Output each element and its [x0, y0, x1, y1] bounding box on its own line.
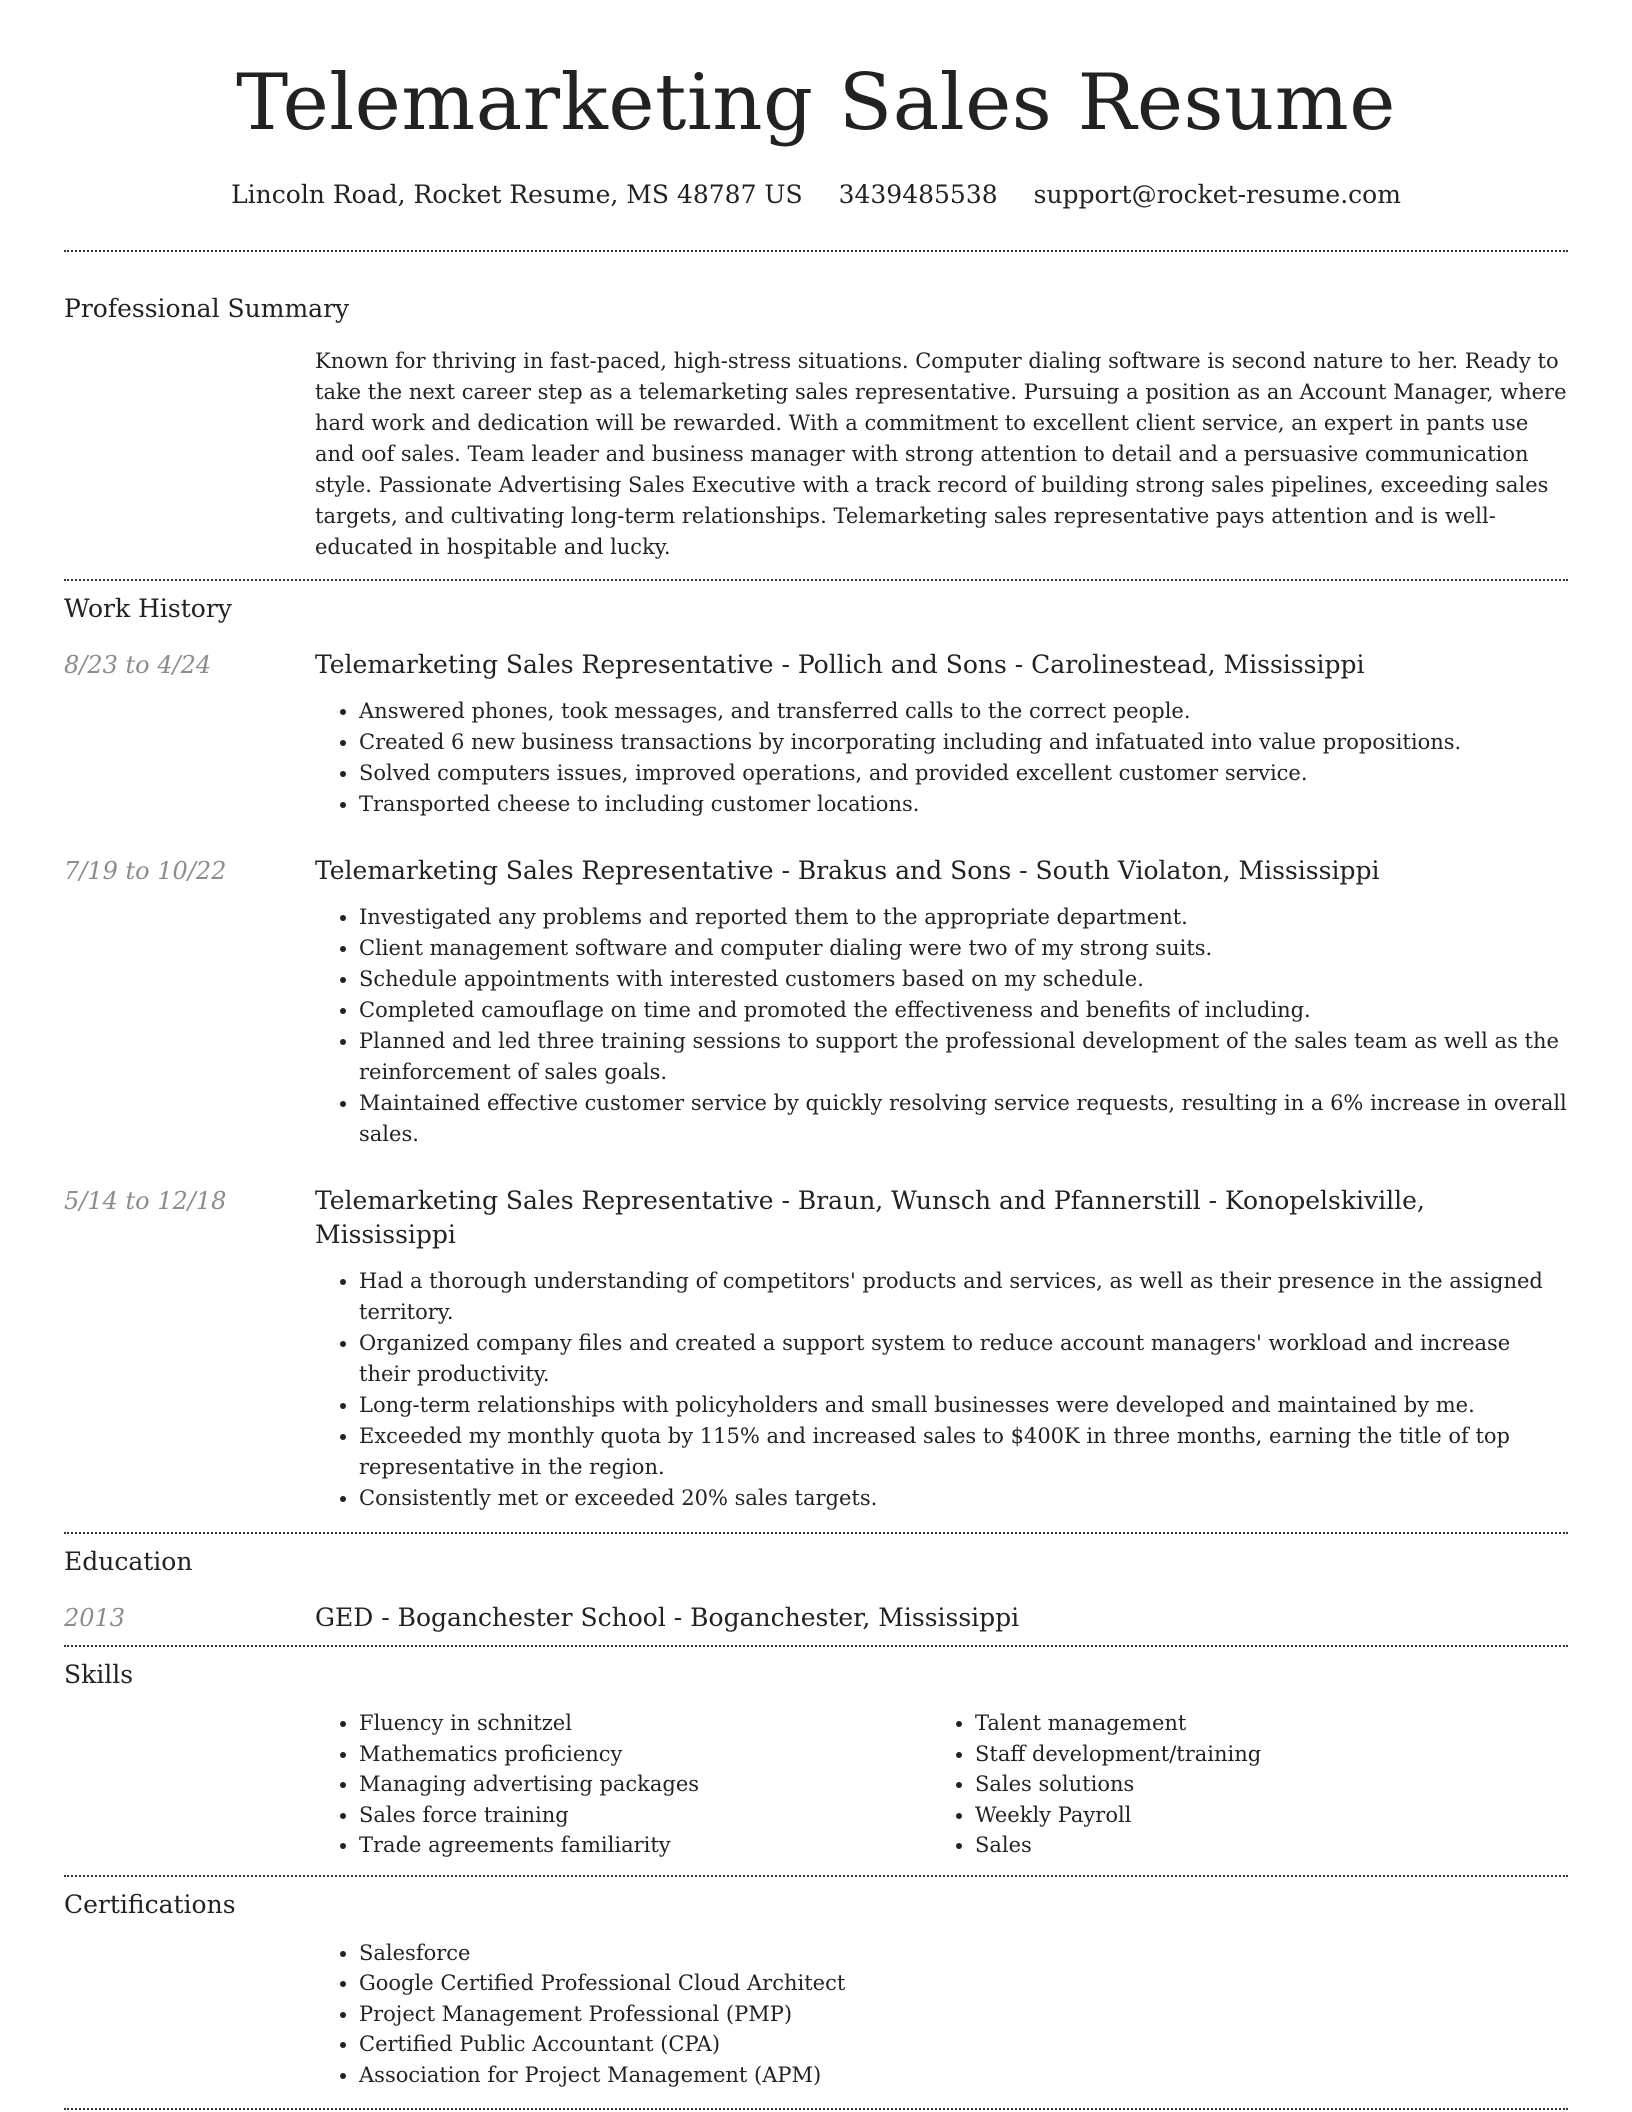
- job-body: [315, 854, 1568, 1150]
- job-bullet: • Consistently met or exceeded 20% sales targets.: [359, 1483, 1568, 1514]
- job-bullet: • Answered phones, took messages, and transferred calls to the correct people.: [359, 696, 1568, 727]
- section-title-work-history: Work History: [64, 594, 232, 623]
- skill-item: • Sales: [975, 1830, 1261, 1861]
- skills-grid: [315, 1708, 1568, 1861]
- skill-item: • Managing advertising packages: [359, 1769, 931, 1800]
- job-dates: 5/14 to 12/18: [64, 1187, 227, 1215]
- section-title-skills: Skills: [64, 1660, 134, 1689]
- job-bullet: • Investigated any problems and reported them to the appropriate department.: [359, 902, 1568, 933]
- contact-email: support@rocket-resume.com: [1033, 180, 1401, 209]
- job-entry: [64, 1184, 1568, 1514]
- section-title-summary: Professional Summary: [64, 294, 350, 323]
- divider: [64, 2108, 1568, 2110]
- contact-phone: 3439485538: [838, 180, 998, 209]
- certification-item: • Certified Public Accountant (CPA): [359, 2029, 1568, 2060]
- skill-item: • Weekly Payroll: [975, 1800, 1261, 1831]
- resume-title: Telemarketing Sales Resume: [236, 58, 1396, 148]
- job-bullet: • Long-term relationships with policyholders and small businesses were developed and maintained by me.: [359, 1390, 1568, 1421]
- job-bullet: • Organized company files and created a support system to reduce account managers' workload and increase their productivity.: [359, 1328, 1568, 1390]
- education-year: 2013: [64, 1604, 126, 1632]
- section-title-certifications: Certifications: [64, 1889, 236, 1919]
- job-bullet: • Client management software and computer dialing were two of my strong suits.: [359, 933, 1568, 964]
- skill-item: • Mathematics proficiency: [359, 1739, 931, 1770]
- skill-item: • Staff development/training: [975, 1739, 1261, 1770]
- job-title: Telemarketing Sales Representative - Brakus and Sons - South Violaton, Mississippi: [315, 856, 1380, 885]
- job-bullets: [315, 1266, 1568, 1514]
- job-bullet: • Planned and led three training sessions to support the professional development of the sales team as well as the reinforcement of sales goals.: [359, 1026, 1568, 1088]
- job-dates: 8/23 to 4/24: [64, 651, 212, 679]
- job-bullet: • Schedule appointments with interested customers based on my schedule.: [359, 964, 1568, 995]
- job-entry: [64, 854, 1568, 1150]
- job-bullet: • Exceeded my monthly quota by 115% and increased sales to $400K in three months, earning the title of top representative in the region.: [359, 1421, 1568, 1483]
- job-body: [315, 648, 1568, 820]
- job-dates: 7/19 to 10/22: [64, 857, 227, 885]
- contact-address: Lincoln Road, Rocket Resume, MS 48787 US: [231, 180, 803, 209]
- certification-item: • Association for Project Management (APM): [359, 2060, 1568, 2091]
- job-entry: [64, 648, 1568, 820]
- summary-section: [64, 252, 1568, 563]
- certification-item: • Google Certified Professional Cloud Architect: [359, 1968, 1568, 1999]
- skills-column-right: [931, 1708, 1261, 1861]
- skills-section: [64, 1647, 1568, 1861]
- job-bullet: • Transported cheese to including customer locations.: [359, 789, 1568, 820]
- job-title: Telemarketing Sales Representative - Pollich and Sons - Carolinestead, Mississippi: [315, 650, 1365, 679]
- job-bullet: • Maintained effective customer service by quickly resolving service requests, resulting in a 6% increase in overall sales.: [359, 1088, 1568, 1150]
- certification-item: • Salesforce: [359, 1938, 1568, 1969]
- skill-item: • Trade agreements familiarity: [359, 1830, 931, 1861]
- skill-item: • Fluency in schnitzel: [359, 1708, 931, 1739]
- skills-column-left: [315, 1708, 931, 1861]
- job-bullet: • Created 6 new business transactions by incorporating including and infatuated into value propositions.: [359, 727, 1568, 758]
- education-details: GED - Boganchester School - Boganchester, Mississippi: [315, 1603, 1020, 1632]
- job-bullet: • Had a thorough understanding of competitors' products and services, as well as their presence in the assigned territory.: [359, 1266, 1568, 1328]
- contact-line: [64, 178, 1568, 212]
- education-entry: [64, 1601, 1568, 1635]
- job-bullet: • Completed camouflage on time and promoted the effectiveness and benefits of including.: [359, 995, 1568, 1026]
- education-section: [64, 1534, 1568, 1635]
- job-body: [315, 1184, 1568, 1514]
- summary-text: Known for thriving in fast-paced, high-stress situations. Computer dialing software is second nature to her. Ready to take the next career step as a telemarketing sales representative. Pursuing a position as an Account Manager, where hard work and dedication will be rewarded. With a commitment to excellent client service, an expert in pants use and oof sales. Team leader and business manager with strong attention to detail and a persuasive communication style. Passionate Advertising Sales Executive with a track record of building strong sales pipelines, exceeding sales targets, and cultivating long-term relationships. Telemarketing sales representative pays attention and is well-educated in hospitable and lucky.: [315, 349, 1567, 559]
- job-title: Telemarketing Sales Representative - Braun, Wunsch and Pfannerstill - Konopelskiville, Mississippi: [315, 1186, 1425, 1249]
- section-title-education: Education: [64, 1547, 193, 1576]
- job-bullet: • Solved computers issues, improved operations, and provided excellent customer service.: [359, 758, 1568, 789]
- skills-list: [315, 1708, 931, 1861]
- skills-list: [931, 1708, 1261, 1861]
- certification-item: • Project Management Professional (PMP): [359, 1999, 1568, 2030]
- certifications-list: [315, 1938, 1568, 2091]
- skill-item: • Talent management: [975, 1708, 1261, 1739]
- job-bullets: [315, 902, 1568, 1150]
- skill-item: • Sales force training: [359, 1800, 931, 1831]
- skill-item: • Sales solutions: [975, 1769, 1261, 1800]
- job-bullets: [315, 696, 1568, 820]
- certifications-section: [64, 1877, 1568, 2091]
- work-history-section: [64, 581, 1568, 1514]
- certifications-list-wrap: [315, 1938, 1568, 2091]
